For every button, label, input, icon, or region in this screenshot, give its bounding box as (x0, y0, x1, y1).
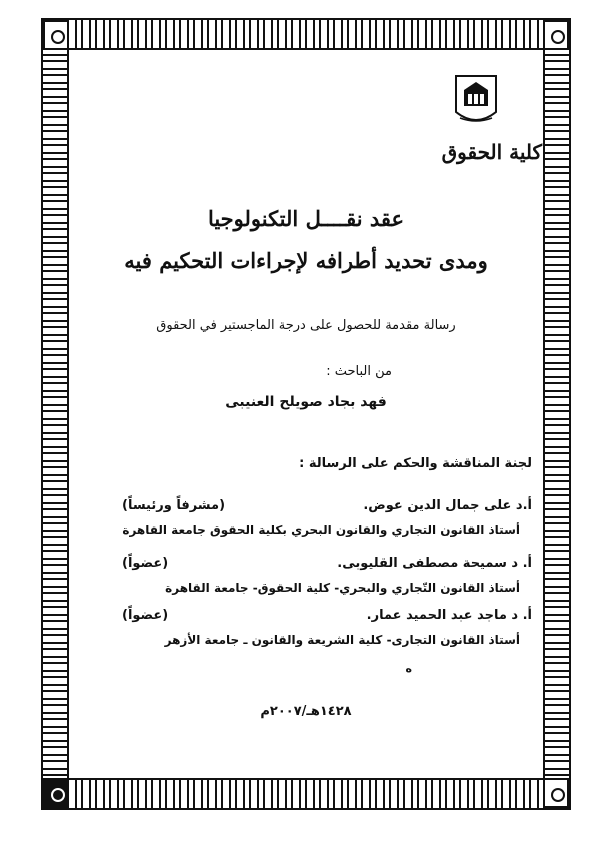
member-name: أ. د ماجد عبد الحميد عمار. (366, 608, 532, 623)
signature-mark: ه (405, 662, 412, 675)
committee-member (70, 608, 532, 647)
member-affiliation: أستاذ القانون التجاري والقانون البحري بكلية الحقوق جامعة القاهرة (122, 523, 520, 537)
researcher-label: من الباحث : (326, 364, 392, 379)
border-corner-bottom-right (543, 778, 569, 808)
border-chain-left (43, 20, 69, 808)
member-affiliation: أستاذ القانون التجارى- كلية الشريعة والقانون ـ جامعة الأزهر (164, 633, 520, 647)
border-corner-top-right (543, 20, 569, 50)
member-affiliation: أستاذ القانون التّجاري والبحري- كلية الحقوق- جامعة القاهرة (165, 581, 520, 595)
border-chain-right (543, 20, 569, 808)
member-name: أ. د سميحة مصطفى القليوبى. (337, 556, 532, 571)
document-content (70, 52, 542, 760)
border-chain-top (43, 20, 569, 50)
member-role: (عضواً) (122, 556, 169, 571)
cairo-university-logo (452, 72, 500, 130)
committee-member (70, 556, 532, 595)
border-chain-bottom (43, 778, 569, 808)
thesis-date: ١٤٢٨هـ/٢٠٠٧م (260, 704, 352, 719)
member-role: (مشرفاً ورئيساً) (122, 498, 226, 513)
faculty-name: كلية الحقوق (441, 140, 542, 164)
member-role: (عضواً) (122, 608, 169, 623)
committee-member (70, 498, 532, 537)
border-corner-top-left (43, 20, 69, 50)
thesis-subtitle: رسالة مقدمة للحصول على درجة الماجستير في الحقوق (156, 318, 456, 333)
thesis-title-line-1: عقد نقــــل التكنولوجيا (207, 206, 405, 231)
border-corner-bottom-left (43, 778, 69, 808)
committee-title: لجنة المناقشة والحكم على الرسالة : (299, 456, 532, 471)
member-name: أ.د على جمال الدين عوض. (363, 498, 532, 513)
thesis-title-line-2: ومدى تحديد أطرافه لإجراءات التحكيم فيه (124, 248, 488, 273)
researcher-name: فهد بجاد صويلح العنيبى (225, 394, 387, 410)
